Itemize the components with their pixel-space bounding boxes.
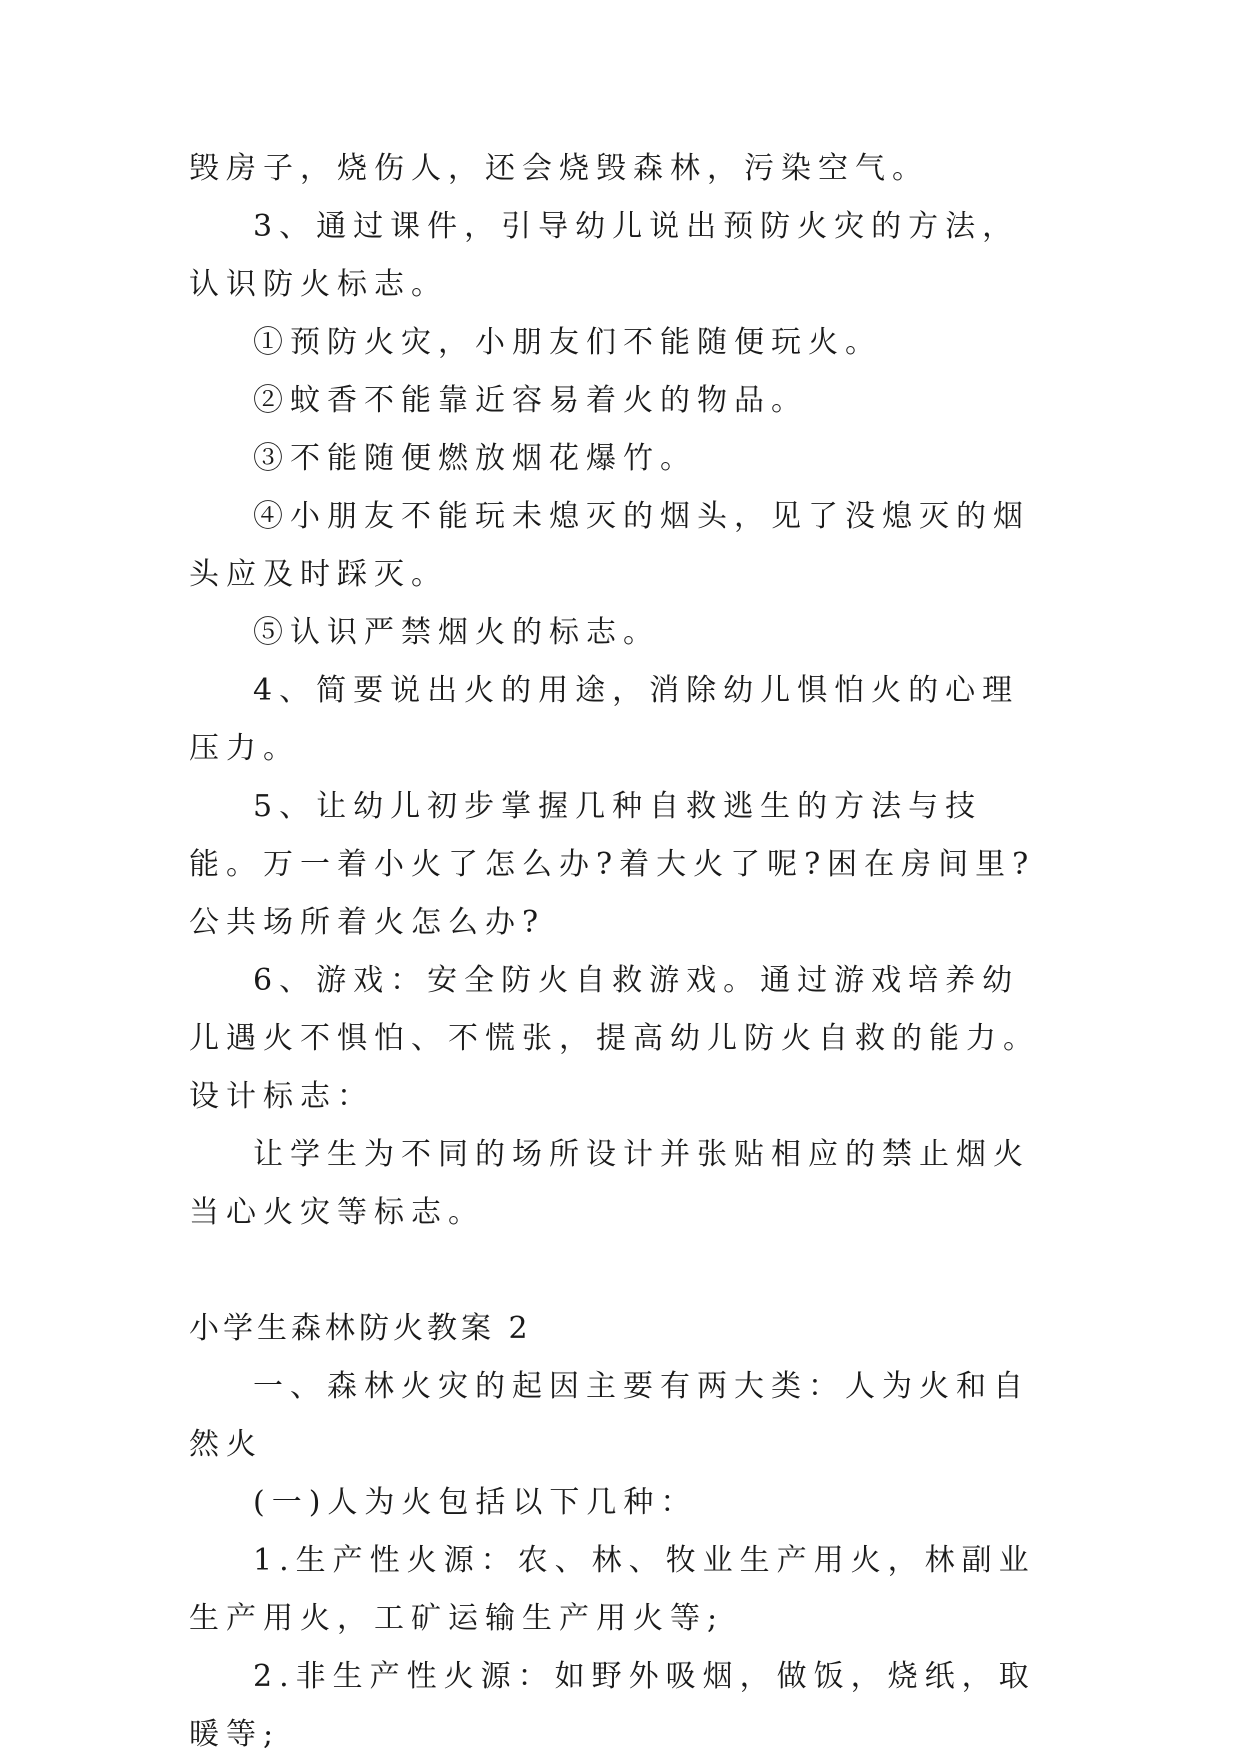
paragraph-step-4: 4、简要说出火的用途，消除幼儿惧怕火的心理压力。: [189, 673, 1020, 766]
list-item-1: ①预防火灾，小朋友们不能随便玩火。: [253, 325, 882, 360]
paragraph-design-signs: 让学生为不同的场所设计并张贴相应的禁止烟火当心火灾等标志。: [189, 1137, 1030, 1230]
section-spacer: [189, 1242, 1055, 1300]
list-item-2: ②蚊香不能靠近容易着火的物品。: [253, 383, 808, 418]
list-item-5: ⑤认识严禁烟火的标志。: [253, 615, 660, 650]
paragraph-human-fire: (一)人为火包括以下几种：: [253, 1485, 698, 1520]
paragraph-productive-source: 1.生产性火源：农、林、牧业生产用火，林副业生产用火，工矿运输生产用火等;: [189, 1543, 1036, 1636]
paragraph-fire-causes: 一、森林火灾的起因主要有两大类：人为火和自然火: [189, 1369, 1030, 1462]
list-item-3: ③不能随便燃放烟花爆竹。: [253, 441, 697, 476]
list-item-4: ④小朋友不能玩未熄灭的烟头，见了没熄灭的烟头应及时踩灭。: [189, 499, 1030, 592]
paragraph-continuation: 毁房子，烧伤人，还会烧毁森林，污染空气。: [189, 151, 929, 186]
paragraph-step-3: 3、通过课件，引导幼儿说出预防火灾的方法，认识防火标志。: [189, 209, 1020, 302]
paragraph-step-6: 6、游戏：安全防火自救游戏。通过游戏培养幼儿遇火不惧怕、不慌张，提高幼儿防火自救的能力。设计标志：: [189, 963, 1040, 1114]
paragraph-nonproductive-source: 2.非生产性火源：如野外吸烟，做饭，烧纸，取暖等;: [189, 1659, 1036, 1752]
document-body: [189, 140, 1055, 1764]
section-title: 小学生森林防火教案 2: [189, 1311, 532, 1346]
paragraph-step-5: 5、让幼儿初步掌握几种自救逃生的方法与技能。万一着小火了怎么办?着大火了呢?困在房间里?公共场所着火怎么办?: [189, 789, 1036, 940]
